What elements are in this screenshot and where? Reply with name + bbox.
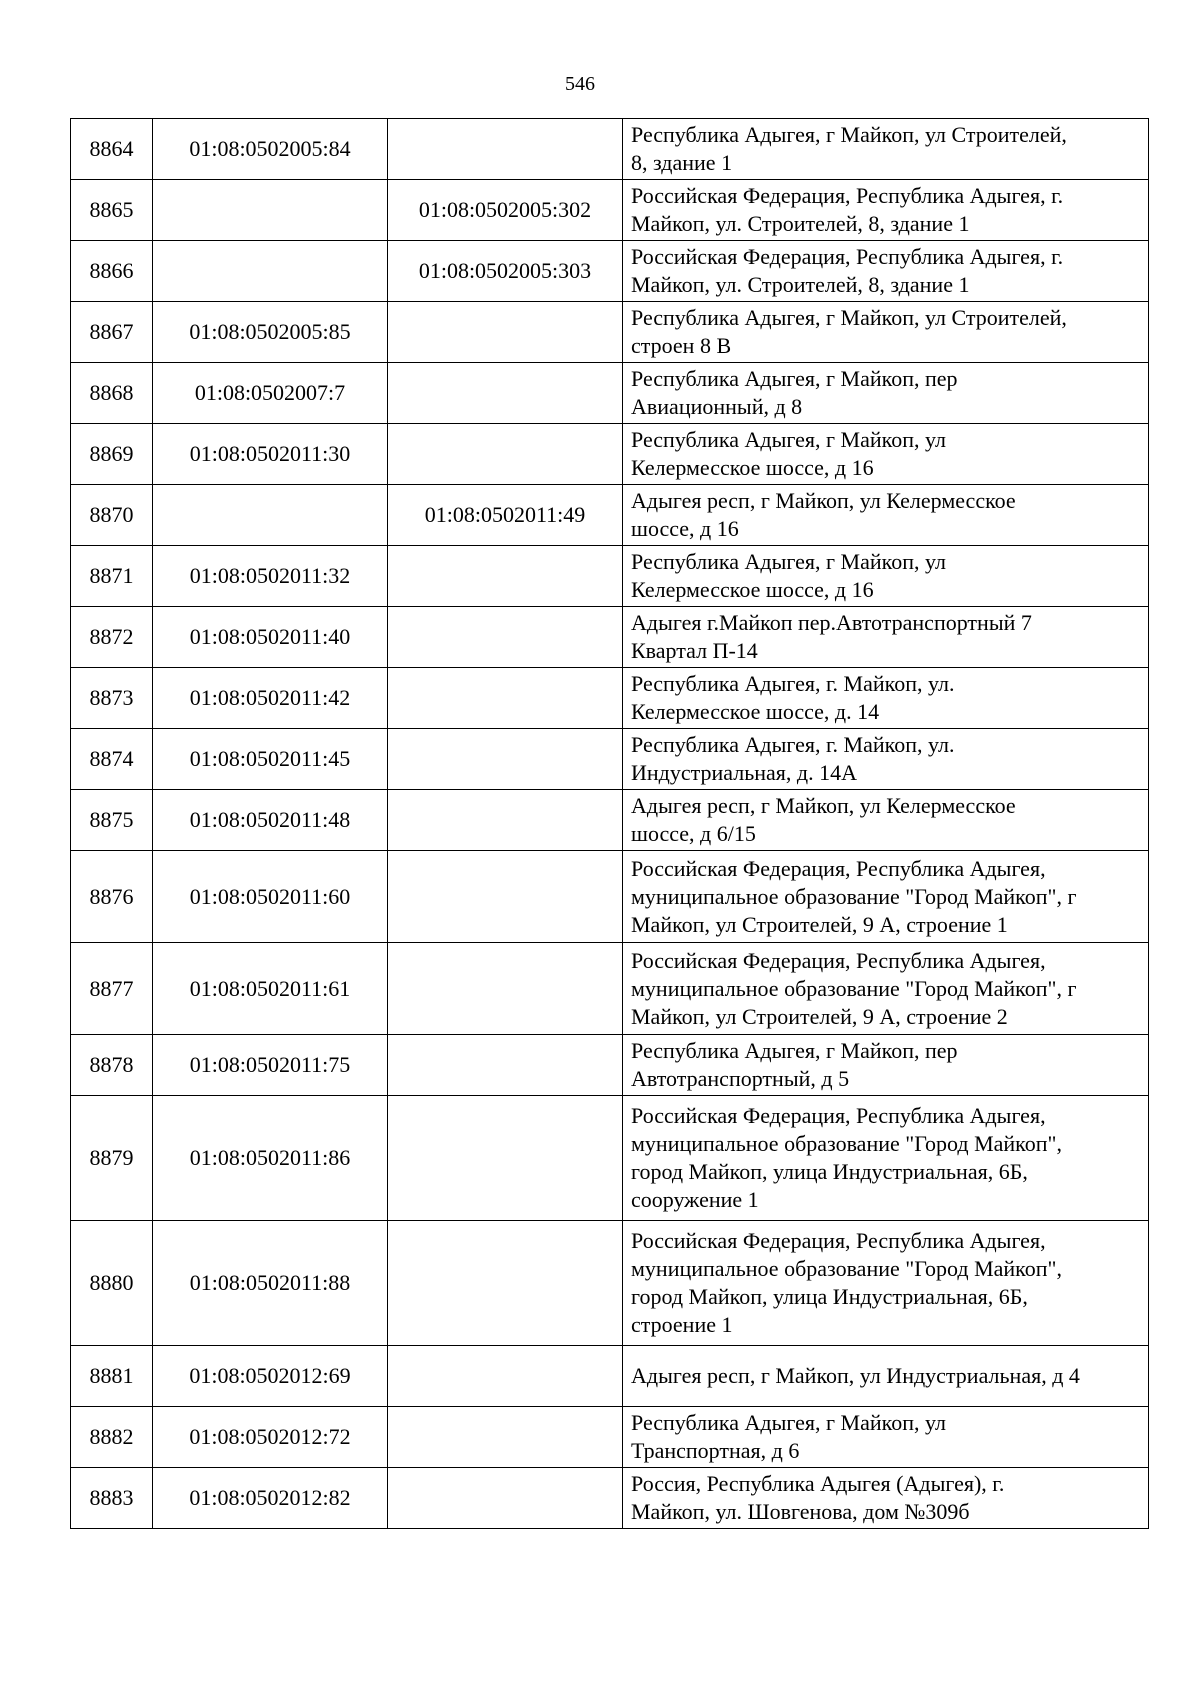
address-cell: Республика Адыгея, г Майкоп, ул Келермесское шоссе, д 16 <box>623 424 1149 485</box>
cadastral-number-cell: 01:08:0502011:32 <box>153 546 388 607</box>
table-row <box>71 424 1149 485</box>
table-row <box>71 1096 1149 1221</box>
cadastral-number-cell: 01:08:0502011:86 <box>153 1096 388 1221</box>
address-cell: Российская Федерация, Республика Адыгея, г. Майкоп, ул. Строителей, 8, здание 1 <box>623 241 1149 302</box>
table-row <box>71 729 1149 790</box>
row-number-cell: 8876 <box>71 851 153 943</box>
cadastral-number-cell: 01:08:0502005:85 <box>153 302 388 363</box>
cadastral-number-cell: 01:08:0502011:88 <box>153 1221 388 1346</box>
cadastral-number-cell <box>153 241 388 302</box>
table-row <box>71 1346 1149 1407</box>
cadastral-number-cell: 01:08:0502012:69 <box>153 1346 388 1407</box>
table-row <box>71 1221 1149 1346</box>
table-row <box>71 943 1149 1035</box>
address-cell: Республика Адыгея, г. Майкоп, ул. Келермесское шоссе, д. 14 <box>623 668 1149 729</box>
row-number-cell: 8881 <box>71 1346 153 1407</box>
table-row <box>71 851 1149 943</box>
related-cadastral-number-cell <box>388 729 623 790</box>
related-cadastral-number-cell <box>388 851 623 943</box>
address-cell: Республика Адыгея, г Майкоп, ул Строителей, 8, здание 1 <box>623 119 1149 180</box>
related-cadastral-number-cell <box>388 943 623 1035</box>
table-row <box>71 119 1149 180</box>
row-number-cell: 8872 <box>71 607 153 668</box>
related-cadastral-number-cell <box>388 119 623 180</box>
table-row <box>71 607 1149 668</box>
row-number-cell: 8882 <box>71 1407 153 1468</box>
cadastral-number-cell: 01:08:0502011:45 <box>153 729 388 790</box>
related-cadastral-number-cell <box>388 790 623 851</box>
address-cell: Российская Федерация, Республика Адыгея, муниципальное образование "Город Майкоп", город Майкоп, улица Индустриальная, 6Б, сооружение 1 <box>623 1096 1149 1221</box>
row-number-cell: 8866 <box>71 241 153 302</box>
table-row <box>71 1407 1149 1468</box>
address-cell: Республика Адыгея, г Майкоп, ул Келермесское шоссе, д 16 <box>623 546 1149 607</box>
cadastral-number-cell: 01:08:0502007:7 <box>153 363 388 424</box>
table-row <box>71 790 1149 851</box>
cadastral-number-cell: 01:08:0502011:60 <box>153 851 388 943</box>
table-row <box>71 302 1149 363</box>
related-cadastral-number-cell <box>388 1035 623 1096</box>
row-number-cell: 8870 <box>71 485 153 546</box>
row-number-cell: 8879 <box>71 1096 153 1221</box>
address-cell: Адыгея респ, г Майкоп, ул Келермесское шоссе, д 16 <box>623 485 1149 546</box>
cadastral-number-cell: 01:08:0502012:72 <box>153 1407 388 1468</box>
row-number-cell: 8883 <box>71 1468 153 1529</box>
related-cadastral-number-cell <box>388 1096 623 1221</box>
table-row <box>71 180 1149 241</box>
address-cell: Республика Адыгея, г Майкоп, пер Авиационный, д 8 <box>623 363 1149 424</box>
address-cell: Российская Федерация, Республика Адыгея, муниципальное образование "Город Майкоп", город Майкоп, улица Индустриальная, 6Б, строение 1 <box>623 1221 1149 1346</box>
cadastral-number-cell <box>153 180 388 241</box>
page-number: 546 <box>565 73 595 95</box>
address-cell: Адыгея г.Майкоп пер.Автотранспортный 7 Квартал П-14 <box>623 607 1149 668</box>
row-number-cell: 8878 <box>71 1035 153 1096</box>
related-cadastral-number-cell <box>388 1468 623 1529</box>
table-row <box>71 363 1149 424</box>
row-number-cell: 8869 <box>71 424 153 485</box>
address-cell: Республика Адыгея, г. Майкоп, ул. Индустриальная, д. 14А <box>623 729 1149 790</box>
address-cell: Адыгея респ, г Майкоп, ул Келермесское шоссе, д 6/15 <box>623 790 1149 851</box>
address-cell: Республика Адыгея, г Майкоп, ул Строителей, строен 8 В <box>623 302 1149 363</box>
registry-table <box>70 118 1149 1529</box>
row-number-cell: 8875 <box>71 790 153 851</box>
address-cell: Российская Федерация, Республика Адыгея, г. Майкоп, ул. Строителей, 8, здание 1 <box>623 180 1149 241</box>
table-row <box>71 1035 1149 1096</box>
cadastral-number-cell: 01:08:0502011:30 <box>153 424 388 485</box>
related-cadastral-number-cell <box>388 1346 623 1407</box>
cadastral-number-cell: 01:08:0502011:40 <box>153 607 388 668</box>
related-cadastral-number-cell <box>388 546 623 607</box>
address-cell: Российская Федерация, Республика Адыгея, муниципальное образование "Город Майкоп", г Майкоп, ул Строителей, 9 А, строение 1 <box>623 851 1149 943</box>
row-number-cell: 8871 <box>71 546 153 607</box>
table-row <box>71 485 1149 546</box>
row-number-cell: 8864 <box>71 119 153 180</box>
related-cadastral-number-cell: 01:08:0502005:303 <box>388 241 623 302</box>
address-cell: Республика Адыгея, г Майкоп, ул Транспортная, д 6 <box>623 1407 1149 1468</box>
row-number-cell: 8873 <box>71 668 153 729</box>
cadastral-number-cell: 01:08:0502005:84 <box>153 119 388 180</box>
table-row <box>71 546 1149 607</box>
row-number-cell: 8877 <box>71 943 153 1035</box>
related-cadastral-number-cell <box>388 302 623 363</box>
cadastral-number-cell: 01:08:0502011:61 <box>153 943 388 1035</box>
table-row <box>71 241 1149 302</box>
related-cadastral-number-cell <box>388 607 623 668</box>
related-cadastral-number-cell <box>388 424 623 485</box>
row-number-cell: 8867 <box>71 302 153 363</box>
address-cell: Российская Федерация, Республика Адыгея, муниципальное образование "Город Майкоп", г Майкоп, ул Строителей, 9 А, строение 2 <box>623 943 1149 1035</box>
related-cadastral-number-cell <box>388 1407 623 1468</box>
row-number-cell: 8865 <box>71 180 153 241</box>
table-row <box>71 1468 1149 1529</box>
related-cadastral-number-cell <box>388 363 623 424</box>
cadastral-number-cell: 01:08:0502011:48 <box>153 790 388 851</box>
related-cadastral-number-cell <box>388 1221 623 1346</box>
cadastral-number-cell <box>153 485 388 546</box>
cadastral-number-cell: 01:08:0502012:82 <box>153 1468 388 1529</box>
address-cell: Республика Адыгея, г Майкоп, пер Автотранспортный, д 5 <box>623 1035 1149 1096</box>
related-cadastral-number-cell: 01:08:0502005:302 <box>388 180 623 241</box>
cadastral-number-cell: 01:08:0502011:75 <box>153 1035 388 1096</box>
cadastral-number-cell: 01:08:0502011:42 <box>153 668 388 729</box>
related-cadastral-number-cell <box>388 668 623 729</box>
row-number-cell: 8868 <box>71 363 153 424</box>
row-number-cell: 8880 <box>71 1221 153 1346</box>
address-cell: Адыгея респ, г Майкоп, ул Индустриальная, д 4 <box>623 1346 1149 1407</box>
table-row <box>71 668 1149 729</box>
related-cadastral-number-cell: 01:08:0502011:49 <box>388 485 623 546</box>
address-cell: Россия, Республика Адыгея (Адыгея), г. Майкоп, ул. Шовгенова, дом №309б <box>623 1468 1149 1529</box>
row-number-cell: 8874 <box>71 729 153 790</box>
